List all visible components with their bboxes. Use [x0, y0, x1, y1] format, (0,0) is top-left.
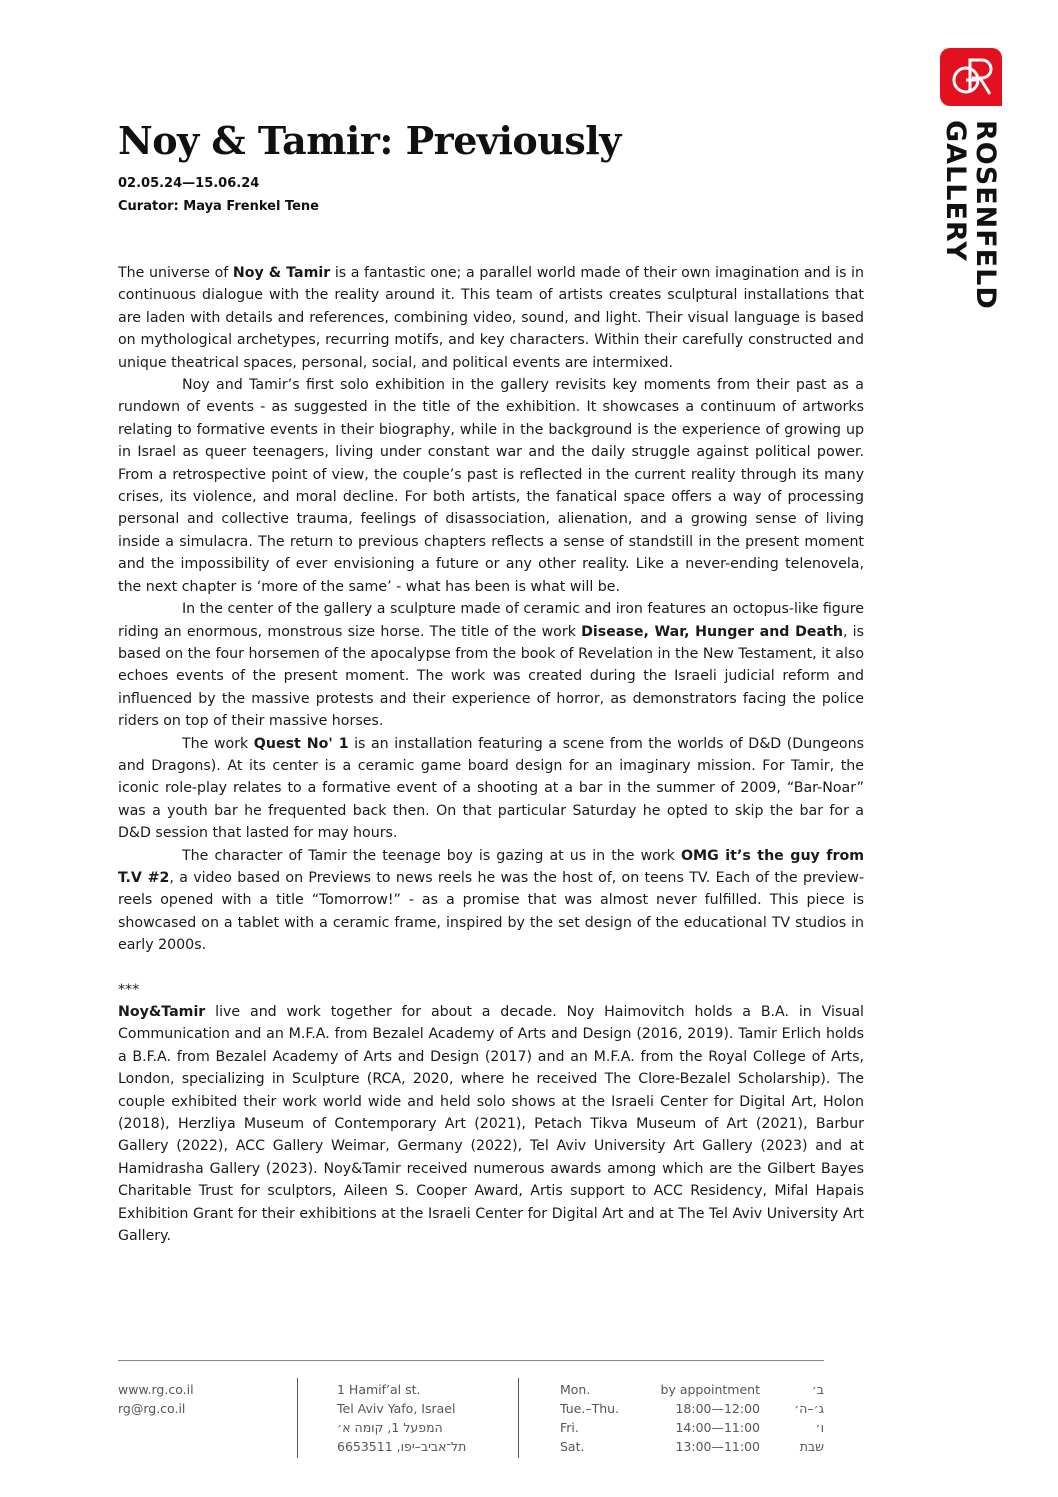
hours-row: [560, 1418, 824, 1437]
gallery-wordmark: [940, 120, 1000, 332]
work-title: Disease, War, Hunger and Death: [581, 623, 843, 640]
hours-time: by appointment: [660, 1382, 760, 1397]
email-link[interactable]: rg@rg.co.il: [118, 1401, 186, 1416]
hours-row: [560, 1437, 824, 1456]
address-line-hebrew: המפעל 1, קומה א׳: [337, 1420, 443, 1435]
artist-name: Noy & Tamir: [232, 265, 331, 281]
address-line-hebrew: תל־אביב–יפו, 6653511: [337, 1439, 467, 1454]
hours-day-hebrew: שבת: [799, 1439, 824, 1454]
text-run: In the center of the gallery a sculpture made of ceramic and iron features an octopus-like figure riding an enormous, monstrous size horse. The title of the work: [118, 601, 864, 640]
footer-contact: [118, 1380, 194, 1418]
hours-day: Fri.: [560, 1420, 579, 1435]
hours-day-hebrew: ו׳: [815, 1420, 824, 1435]
text-run: , a video based on Previews to news reels he was the host of, on teens TV. Each of the preview-reels opened with a title “Tomorrow!” - as a promise that was almost never fulfilled. This piece is showcased on a tablet with a ceramic frame, inspired by the set design of the educational TV studios in early 2000s.: [118, 869, 864, 954]
footer-address: [337, 1380, 466, 1456]
hours-day: Mon.: [560, 1382, 591, 1397]
hours-row: [560, 1380, 824, 1399]
text-run: is a fantastic one; a parallel world made of their own imagination and is in continuous dialogue with the reality around it. This team of artists creates sculptural installations that are laden with details and references, combining video, sound, and light. Their visual language is based on mythological archetypes, recurring motifs, and key characters. Within their carefully constructed and unique theatrical spaces, personal, social, and political events are intermixed.: [118, 265, 864, 371]
website-link[interactable]: www.rg.co.il: [118, 1382, 194, 1397]
work-title: Quest No' 1: [253, 735, 349, 752]
paragraph-quest: [118, 733, 864, 845]
section-separator: ***: [118, 981, 140, 998]
paragraph-exhibition: Noy and Tamir’s first solo exhibition in the gallery revisits key moments from their past as a rundown of events - as suggested in the title of the exhibition. It showcases a continuum of artworks relating to formative events in their biography, while in the background is the experience of growing up in Israel as queer teenagers, living under constant war and the daily struggle against political power. From a retrospective point of view, the couple’s past is reflected in the current reality through its many crises, its violence, and moral decline. For both artists, the fanatical space offers a way of processing personal and collective trauma, feelings of disassociation, alienation, and a growing sense of living inside a simulacra. The return to previous chapters reflects a sense of standstill in the present moment and the impossibility of ever envisioning a future or any other reality. Like a never-ending telenovela, the next chapter is ‘more of the same’ - what has been is what will be.: [118, 377, 864, 595]
footer-divider: [118, 1360, 824, 1361]
paragraph-intro: [118, 262, 864, 374]
paragraph-video: [118, 845, 864, 957]
hours-time: 13:00—11:00: [675, 1439, 760, 1454]
text-run: The character of Tamir the teenage boy is gazing at us in the work: [182, 847, 681, 864]
text-run: live and work together for about a decade. Noy Haimovitch holds a B.A. in Visual Communication and an M.F.A. from Bezalel Academy of Arts and Design (2016, 2019). Tamir Erlich holds a B.F.A. from Bezalel Academy of Arts and Design (2017) and an M.F.A. from the Royal College of Arts, London, specializing in Sculpture (RCA, 2020, where he received The Clore-Bezalel Scholarship). The couple exhibited their work world wide and held solo shows at the Israeli Center for Digital Art, Holon (2018), Herzliya Museum of Contemporary Art (2021), Petach Tikva Museum of Art (2021), Barbur Gallery (2022), ACC Gallery Weimar, Germany (2022), Tel Aviv University Art Gallery (2023) and at Hamidrasha Gallery (2023). Noy&Tamir received numerous awards among which are the Gilbert Bayes Charitable Trust for sculptors, Aileen S. Cooper Award, Artis support to ACC Residency, Mifal Hapais Exhibition Grant for their exhibitions at the Israeli Center for Digital Art and at The Tel Aviv University Art Gallery.: [118, 1004, 864, 1245]
footer-column-divider: [518, 1378, 519, 1458]
hours-day: Tue.–Thu.: [560, 1401, 620, 1416]
text-run: The work: [182, 735, 254, 752]
footer-column-divider: [297, 1378, 298, 1458]
hours-row: [560, 1399, 824, 1418]
hours-time: 14:00—11:00: [675, 1420, 760, 1435]
text-run: , is based on the four horsemen of the apocalypse from the book of Revelation in the New Testament, it also echoes events of the present moment. The work was created during the Israeli judicial reform and influenced by the massive protests and their experience of horror, as demonstrators facing the police riders on top of their massive horses.: [118, 623, 865, 730]
paragraph-sculpture: [118, 598, 864, 732]
hours-time: 18:00—12:00: [675, 1401, 760, 1416]
rg-logo-icon: [940, 48, 1002, 106]
artist-name: Noy&Tamir: [118, 1004, 206, 1020]
exhibition-text: [118, 262, 864, 1247]
text-run: The universe of: [118, 265, 233, 281]
wordmark-line-2: GALLERY: [940, 120, 971, 262]
wordmark-line-1: ROSENFELD: [970, 120, 1001, 310]
page-title: Noy & Tamir: Previously: [118, 118, 621, 163]
paragraph-bio: [118, 1001, 864, 1247]
address-line: 1 Hamif’al st.: [337, 1382, 421, 1397]
gallery-logo: [940, 48, 1002, 106]
hours-day-hebrew: ג׳–ה׳: [794, 1401, 824, 1416]
hours-day-hebrew: ב׳: [811, 1382, 824, 1397]
curator-credit: Curator: Maya Frenkel Tene: [118, 199, 319, 214]
address-line: Tel Aviv Yafo, Israel: [337, 1401, 456, 1416]
hours-day: Sat.: [560, 1439, 585, 1454]
work-title: OMG it’s the guy from T.V #2: [118, 847, 864, 886]
exhibition-dates: 02.05.24—15.06.24: [118, 176, 260, 191]
text-run: is an installation featuring a scene from the worlds of D&D (Dungeons and Dragons). At its center is a ceramic game board design for an imaginary mission. For Tamir, the iconic role-play relates to a formative event of a shooting at a bar in the summer of 2009, “Bar-Noar” was a youth bar he frequented back then. On that particular Saturday he opted to skip the bar for a D&D session that lasted for may hours.: [118, 735, 864, 842]
footer-opening-hours: [560, 1380, 824, 1456]
